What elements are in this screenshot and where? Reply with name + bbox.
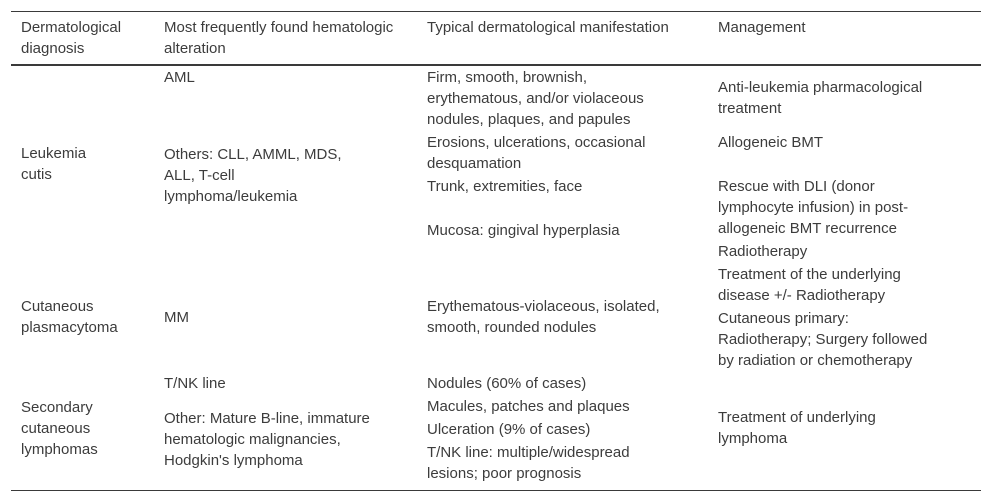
cell-line: allogeneic BMT recurrence bbox=[718, 220, 897, 237]
plasmacytoma-manifestation bbox=[427, 296, 660, 338]
leukemia-cutis-diagnosis bbox=[21, 143, 86, 185]
cell-line: lymphocyte infusion) in post- bbox=[718, 199, 909, 216]
cell-line: Rescue with DLI (donor bbox=[718, 178, 875, 195]
plasmacytoma-management-primary bbox=[718, 308, 927, 371]
cell-line: Cutaneous bbox=[21, 298, 94, 315]
cell-line: Radiotherapy bbox=[718, 243, 808, 260]
table-header-rule bbox=[11, 64, 981, 66]
cell-line: Leukemia bbox=[21, 145, 87, 162]
cell-line: cutaneous bbox=[21, 420, 91, 437]
leukemia-cutis-management-pharmacological bbox=[718, 77, 922, 119]
lymphomas-manifestation-macules bbox=[427, 396, 630, 417]
cell-line: T/NK line: multiple/widespread bbox=[427, 444, 630, 461]
cell-line: AML bbox=[164, 69, 195, 86]
table-top-rule bbox=[11, 11, 981, 12]
cell-line: Typical dermatological manifestation bbox=[427, 19, 669, 36]
cell-line: Secondary bbox=[21, 399, 93, 416]
lymphomas-diagnosis bbox=[21, 397, 98, 460]
cell-line: Cutaneous primary: bbox=[718, 310, 849, 327]
cell-line: Hodgkin's lymphoma bbox=[164, 452, 303, 469]
cell-line: alteration bbox=[164, 40, 226, 57]
lymphomas-alteration-other bbox=[164, 408, 370, 471]
cell-line: Nodules (60% of cases) bbox=[427, 375, 587, 392]
cell-line: treatment bbox=[718, 100, 782, 117]
cell-line: lymphoma bbox=[718, 430, 788, 447]
lymphomas-manifestation-ulceration bbox=[427, 419, 590, 440]
cell-line: Allogeneic BMT bbox=[718, 134, 824, 151]
cell-line: Others: CLL, AMML, MDS, bbox=[164, 146, 342, 163]
cell-line: nodules, plaques, and papules bbox=[427, 111, 631, 128]
table-bottom-rule bbox=[11, 490, 981, 491]
leukemia-cutis-manifestation-location bbox=[427, 176, 582, 197]
cell-line: plasmacytoma bbox=[21, 319, 118, 336]
cell-line: hematologic malignancies, bbox=[164, 431, 341, 448]
header-dermatological-diagnosis bbox=[21, 17, 121, 59]
cell-line: diagnosis bbox=[21, 40, 85, 57]
plasmacytoma-alteration bbox=[164, 307, 189, 328]
cell-line: Other: Mature B-line, immature bbox=[164, 410, 370, 427]
plasmacytoma-diagnosis bbox=[21, 296, 118, 338]
leukemia-cutis-manifestation-mucosa bbox=[427, 220, 620, 241]
leukemia-cutis-management-bmt bbox=[718, 132, 823, 153]
cell-line: Management bbox=[718, 19, 806, 36]
cell-line: MM bbox=[164, 309, 189, 326]
cell-line: by radiation or chemotherapy bbox=[718, 352, 913, 369]
cell-line: smooth, rounded nodules bbox=[427, 319, 597, 336]
cell-line: ALL, T-cell bbox=[164, 167, 235, 184]
cell-line: Firm, smooth, brownish, bbox=[427, 69, 588, 86]
cell-line: lymphoma/leukemia bbox=[164, 188, 298, 205]
cell-line: Macules, patches and plaques bbox=[427, 398, 630, 415]
leukemia-cutis-alteration-others bbox=[164, 144, 342, 207]
cell-line: Anti-leukemia pharmacological bbox=[718, 79, 923, 96]
header-management bbox=[718, 17, 806, 38]
lymphomas-alteration-tnk bbox=[164, 373, 226, 394]
cell-line: Radiotherapy; Surgery followed bbox=[718, 331, 928, 348]
lymphomas-manifestation-nodules bbox=[427, 373, 586, 394]
cell-line: Treatment of underlying bbox=[718, 409, 876, 426]
cell-line: Most frequently found hematologic bbox=[164, 19, 394, 36]
cell-line: Trunk, extremities, face bbox=[427, 178, 583, 195]
cell-line: lesions; poor prognosis bbox=[427, 465, 582, 482]
leukemia-cutis-management-dli bbox=[718, 176, 908, 239]
leukemia-cutis-manifestation-nodules bbox=[427, 67, 644, 130]
cell-line: Dermatological bbox=[21, 19, 122, 36]
cell-line: lymphomas bbox=[21, 441, 98, 458]
header-hematologic-alteration bbox=[164, 17, 393, 59]
cell-line: T/NK line bbox=[164, 375, 226, 392]
plasmacytoma-management-underlying bbox=[718, 264, 901, 306]
cell-line: Treatment of the underlying bbox=[718, 266, 901, 283]
cell-line: Erosions, ulcerations, occasional bbox=[427, 134, 646, 151]
header-dermatological-manifestation bbox=[427, 17, 669, 38]
lymphomas-manifestation-tnk bbox=[427, 442, 630, 484]
cell-line: Mucosa: gingival hyperplasia bbox=[427, 222, 620, 239]
cell-line: Erythematous-violaceous, isolated, bbox=[427, 298, 660, 315]
cell-line: disease +/- Radiotherapy bbox=[718, 287, 886, 304]
cell-line: cutis bbox=[21, 166, 52, 183]
cell-line: desquamation bbox=[427, 155, 522, 172]
leukemia-cutis-manifestation-erosions bbox=[427, 132, 645, 174]
leukemia-cutis-management-radiotherapy bbox=[718, 241, 807, 262]
lymphomas-management bbox=[718, 407, 876, 449]
cell-line: erythematous, and/or violaceous bbox=[427, 90, 644, 107]
cell-line: Ulceration (9% of cases) bbox=[427, 421, 591, 438]
leukemia-cutis-alteration-aml bbox=[164, 67, 195, 88]
